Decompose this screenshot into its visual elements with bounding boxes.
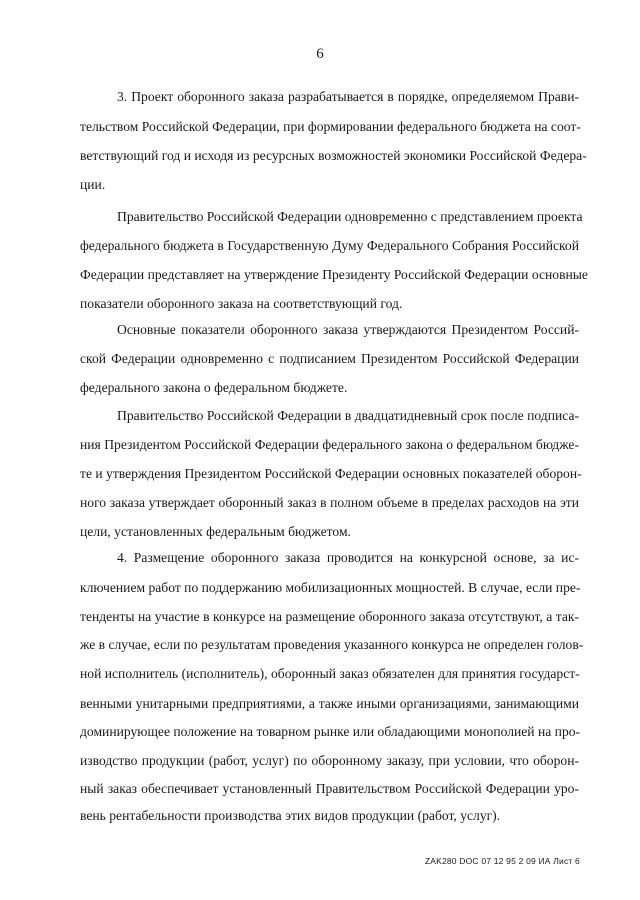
text-line: изводство продукции (работ, услуг) по оборонному заказу, при условии, что оборон- xyxy=(80,753,579,768)
text-line: показатели оборонного заказа на соответствующий год. xyxy=(80,296,403,311)
text-line: ного заказа утверждает оборонный заказ в полном объеме в пределах расходов на эти xyxy=(80,495,579,510)
text-line: доминирующее положение на товарном рынке или обладающими монополией на про- xyxy=(80,724,581,739)
text-line: федерального закона о федеральном бюджете. xyxy=(80,380,348,395)
text-line: ской Федерации одновременно с подписанием Президентом Российской Федерации xyxy=(80,351,579,366)
text-line: ной исполнитель (исполнитель), оборонный заказ обязателен для принятия государст- xyxy=(80,666,580,681)
text-line: ный заказ обеспечивает установленный Правительством Российской Федерации уро- xyxy=(80,781,579,796)
page-number: 6 xyxy=(316,46,324,62)
text-line: тельством Российской Федерации, при формировании федерального бюджета на соот- xyxy=(80,119,581,134)
text-line: венными унитарными предприятиями, а также иными организациями, занимающими xyxy=(80,696,579,711)
text-line: цели, установленных федеральным бюджетом. xyxy=(80,524,351,539)
text-line: Федерации представляет на утверждение Президенту Российской Федерации основные xyxy=(80,267,588,282)
text-line: тенденты на участие в конкурсе на размещение оборонного заказа отсутствуют, а так- xyxy=(80,609,579,624)
text-line: 4. Размещение оборонного заказа проводится на конкурсной основе, за ис- xyxy=(117,550,579,565)
text-line: Основные показатели оборонного заказа утверждаются Президентом Россий- xyxy=(117,322,579,337)
text-line: федерального бюджета в Государственную Думу Федерального Собрания Российской xyxy=(80,238,579,253)
text-line: те и утверждения Президентом Российской Федерации основных показателей оборон- xyxy=(80,466,582,481)
text-line: ключением работ по поддержанию мобилизационных мощностей. В случае, если пре- xyxy=(80,580,581,595)
text-line: же в случае, если по результатам проведения указанного конкурса не определен голов- xyxy=(80,637,584,652)
text-line: ции. xyxy=(80,177,106,192)
text-line: ветствующий год и исходя из ресурсных возможностей экономики Российской Федера- xyxy=(80,148,587,163)
document-footer: ZAK280 DOC 07 12 95 2 09 ИА Лист 6 xyxy=(424,856,580,866)
text-line: Правительство Российской Федерации в двадцатидневный срок после подписа- xyxy=(117,408,579,423)
text-line: 3. Проект оборонного заказа разрабатывается в порядке, определяемом Прави- xyxy=(117,89,579,104)
text-line: вень рентабельности производства этих видов продукции (работ, услуг). xyxy=(80,808,501,823)
text-line: Правительство Российской Федерации одновременно с представлением проекта xyxy=(117,209,583,224)
text-line: ния Президентом Российской Федерации федерального закона о федеральном бюдже- xyxy=(80,437,579,452)
